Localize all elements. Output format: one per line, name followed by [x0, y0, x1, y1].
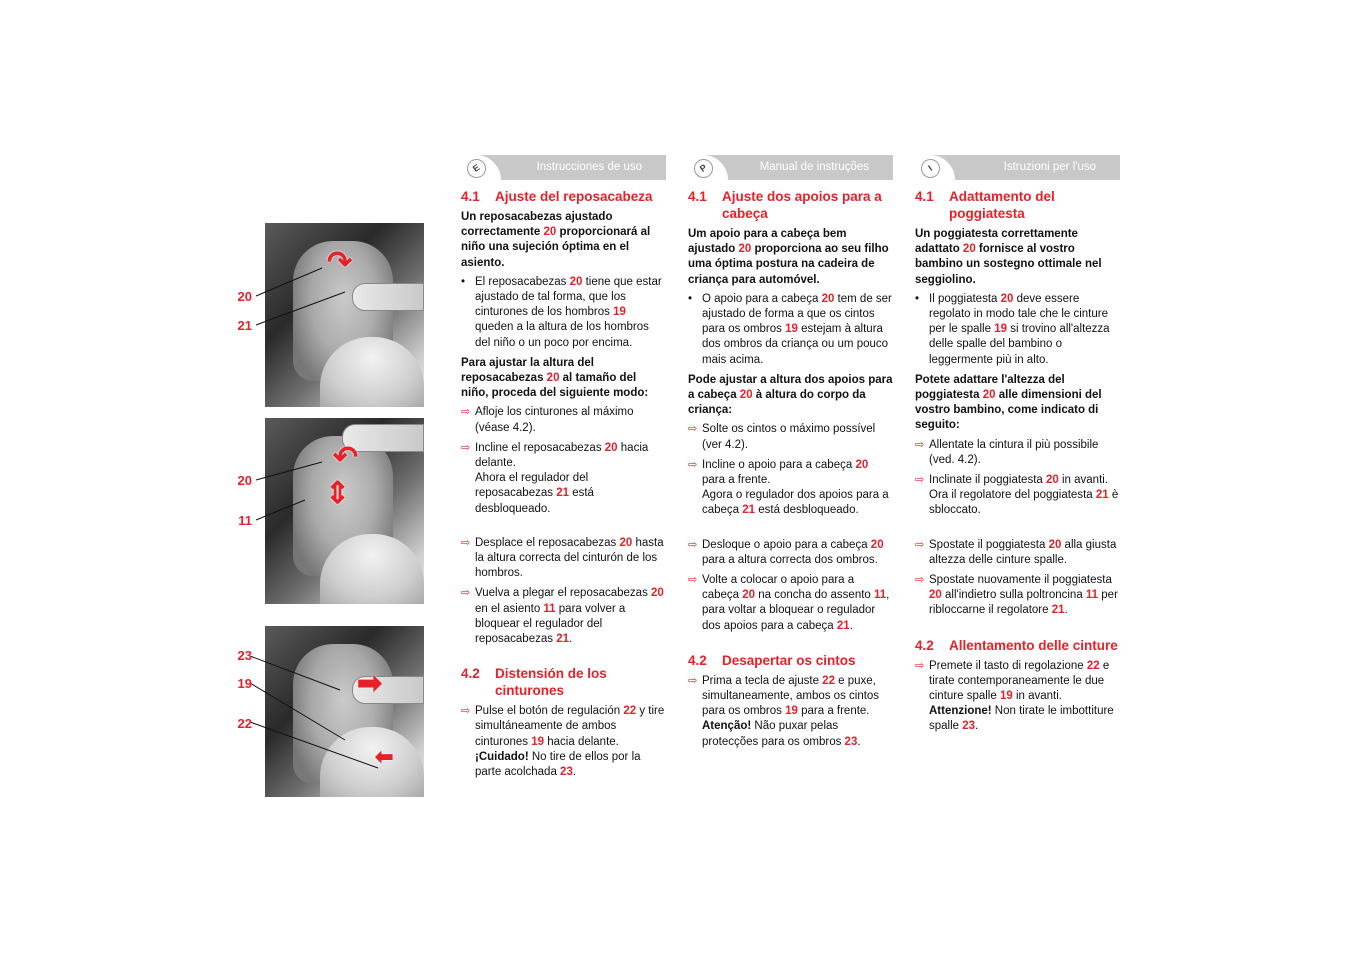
intro-paragraph — [915, 227, 1120, 288]
header-title: Manual de instruções — [759, 160, 869, 173]
text-run: si trovino all'altezza delle spalle del bambino o leggermente più in alto. — [929, 323, 1110, 366]
ref-number: 19 — [613, 306, 626, 319]
ref-number: 19 — [785, 705, 798, 718]
ref-number: 23 — [962, 720, 976, 733]
howto-paragraph — [461, 356, 666, 402]
header-tab — [461, 155, 501, 180]
text-run: e tirate contemporaneamente le due cinture spalle — [929, 659, 1110, 703]
ref-number: 20 — [739, 389, 753, 402]
hand-arrow-icon: ⇨ — [915, 538, 925, 551]
ref-number: 19 — [531, 735, 545, 748]
intro-paragraph — [688, 227, 893, 288]
ref-number: 11 — [1085, 589, 1099, 602]
bullet-icon: • — [461, 275, 466, 288]
section-heading-4-2: 4.2 Distensión de los cinturones — [461, 666, 607, 699]
text-run: para a frente. — [702, 474, 771, 487]
step-item — [688, 538, 893, 568]
text-run: Premete il tasto di regolazione — [929, 659, 1087, 672]
ref-number: 19 — [999, 690, 1013, 703]
ref-number: 21 — [742, 504, 756, 517]
text-run: e puxe, simultaneamente, ambos os cintos para os ombros — [702, 674, 880, 718]
text-run: proporcionará al niño una sujeción óptima en el asiento. — [461, 226, 651, 269]
bullet-item — [688, 292, 893, 368]
section-heading-4-1: 4.1 Ajuste del reposacabeza — [461, 189, 653, 204]
ref-number: 19 — [994, 323, 1008, 336]
text-run: está desbloqueado. — [755, 504, 859, 517]
step-item — [688, 674, 893, 750]
text-run: . — [857, 735, 861, 748]
hand-arrow-icon: ⇨ — [461, 705, 471, 718]
ref-number: 20 — [1048, 538, 1062, 551]
text-run: . — [975, 720, 979, 733]
text-run: Non tirate le imbottiture spalle — [929, 705, 1114, 733]
ref-number: 21 — [1051, 604, 1065, 617]
ref-number: 20 — [855, 458, 869, 471]
section-heading-4-1: 4.1 Adattamento del poggiatesta — [915, 189, 1055, 221]
callout-number: 22 — [237, 716, 252, 731]
ref-number: 21 — [1095, 489, 1109, 502]
text-run: Agora o regulador dos apoios para a cabeça — [702, 489, 889, 517]
hand-arrow-icon: ⇨ — [915, 574, 925, 587]
bullet-icon: • — [688, 292, 693, 305]
text-run: per ribloccarne il regolatore — [929, 589, 1118, 617]
step-item — [688, 573, 893, 634]
ref-number: 20 — [738, 243, 752, 256]
ref-number: 21 — [556, 633, 569, 646]
text-run: Attenzione! — [929, 705, 992, 718]
arrow-icon: ➡ — [357, 667, 383, 700]
header-title: Istruzioni per l'uso — [1003, 160, 1096, 173]
text-run: Il poggiatesta — [929, 292, 1001, 305]
step-item — [461, 441, 666, 517]
text-run: na concha do assento — [755, 589, 874, 602]
language-badge-icon: I — [917, 155, 943, 181]
text-run: Afloje los cinturones al máximo (véase 4.2). — [475, 406, 634, 434]
text-run: Pulse el botón de regulación — [475, 705, 624, 718]
arrow-icon: ⇕ — [325, 477, 351, 510]
text-run: . — [572, 766, 577, 779]
arrow-icon: ⬅ — [375, 744, 394, 769]
text-run: proporciona ao seu filho uma óptima postura na cadeira de criança para automóvel. — [688, 243, 889, 286]
text-run: Para ajustar la altura del reposacabezas — [461, 356, 594, 385]
text-run: fornisce al vostro bambino un sostegno ottimale nel seggiolino. — [915, 243, 1102, 286]
callout-number: 11 — [238, 513, 252, 528]
column-header — [461, 155, 666, 180]
step-item — [461, 586, 666, 647]
text-run: El reposacabezas — [475, 275, 570, 288]
howto-paragraph — [915, 373, 1120, 434]
text-run: hasta la altura correcta del cinturón de los hombros. — [475, 536, 664, 580]
ref-number: 20 — [929, 589, 942, 602]
arrow-icon: ↷ — [327, 246, 353, 279]
bullet-icon: • — [915, 292, 920, 305]
text-run: alla giusta altezza delle cinture spalle. — [929, 538, 1117, 566]
text-run: ¡Cuidado! — [475, 750, 529, 763]
text-run: Desplace el reposacabezas — [475, 536, 620, 549]
ref-number: 23 — [844, 735, 858, 748]
header-tab — [915, 155, 955, 180]
step-item — [915, 659, 1120, 735]
section-heading-4-2: 4.2 Allentamento delle cinture — [915, 637, 1118, 653]
text-run: al tamaño del niño, proceda del siguiente modo: — [461, 372, 649, 400]
ref-number: 11 — [874, 589, 887, 602]
howto-paragraph — [688, 373, 893, 419]
text-run: alle dimensioni del vostro bambino, come indicato di seguito: — [915, 389, 1102, 432]
ref-number: 20 — [982, 389, 996, 402]
ref-number: 20 — [619, 536, 633, 549]
step-item — [915, 573, 1120, 619]
text-run: Incline o apoio para a cabeça — [702, 458, 856, 471]
intro-paragraph — [461, 210, 666, 271]
header-title: Instrucciones de uso — [536, 160, 642, 173]
arrow-icon: ↶ — [333, 441, 359, 474]
step-item — [915, 473, 1120, 519]
text-run: Un reposacabezas ajustado correctamente — [461, 211, 613, 239]
callout-number: 21 — [237, 318, 252, 333]
hand-arrow-icon: ⇨ — [915, 438, 925, 451]
bullet-item — [915, 292, 1120, 368]
hand-arrow-icon: ⇨ — [461, 536, 471, 549]
text-run: in avanti. — [1058, 474, 1109, 487]
ref-number: 20 — [651, 587, 664, 600]
callout-number: 19 — [237, 676, 252, 691]
ref-number: 20 — [962, 243, 976, 256]
text-run: è sbloccato. — [929, 489, 1119, 517]
text-run: para a altura correcta dos ombros. — [702, 553, 878, 566]
ref-number: 22 — [822, 674, 835, 687]
ref-number: 22 — [623, 705, 637, 718]
hand-arrow-icon: ⇨ — [688, 423, 698, 436]
text-run: estejam à altura dos ombros da criança ou um pouco mais acima. — [702, 323, 889, 366]
language-column — [688, 155, 893, 755]
step-item — [915, 438, 1120, 468]
text-run: Ora il regolatore del poggiatesta — [929, 489, 1096, 502]
step-item — [688, 458, 893, 519]
hand-arrow-icon: ⇨ — [688, 538, 698, 551]
text-run: all'indietro sulla poltroncina — [941, 589, 1086, 602]
ref-number: 20 — [870, 538, 884, 551]
text-run: Um apoio para a cabeça bem ajustado — [688, 228, 847, 256]
callout-number: 23 — [237, 648, 252, 663]
text-run: Ahora el regulador del reposacabezas — [475, 472, 589, 500]
language-column — [915, 155, 1120, 740]
hand-arrow-icon: ⇨ — [461, 587, 471, 600]
text-run: Spostate nuovamente il poggiatesta — [929, 574, 1112, 587]
callout-number: 20 — [237, 473, 252, 488]
text-run: en el asiento — [475, 602, 544, 615]
step-item — [461, 405, 666, 435]
hand-arrow-icon: ⇨ — [688, 458, 698, 471]
text-run: Não puxar pelas protecções para os ombros — [702, 720, 845, 748]
text-run: Un poggiatesta correttamente adattato — [915, 228, 1078, 256]
ref-number: 20 — [604, 441, 618, 454]
text-run: Incline el reposacabezas — [475, 441, 605, 454]
text-run: tiene que estar ajustado de tal forma, que los cinturones de los hombros — [475, 275, 662, 319]
hand-arrow-icon: ⇨ — [915, 659, 925, 672]
hand-arrow-icon: ⇨ — [688, 574, 698, 587]
section-heading-4-1: 4.1 Ajuste dos apoios para a cabeça — [688, 189, 882, 221]
language-badge-icon: P — [690, 155, 716, 181]
language-badge-icon: E — [463, 155, 489, 181]
ref-number: 22 — [1086, 659, 1100, 672]
text-run: Potete adattare l'altezza del poggiatesta — [915, 373, 1065, 402]
ref-number: 20 — [543, 226, 557, 239]
text-run: y tire simultáneamente de ambos cinturones — [475, 705, 665, 748]
ref-number: 20 — [569, 275, 583, 288]
text-run: Atenção! — [702, 720, 752, 733]
bullet-item — [461, 275, 666, 351]
text-run: à altura do corpo da criança: — [688, 389, 866, 417]
callout-number: 20 — [237, 289, 252, 304]
text-run: para a frente. — [797, 705, 870, 718]
text-run: Prima a tecla de ajuste — [702, 674, 823, 687]
hand-arrow-icon: ⇨ — [688, 674, 698, 687]
step-item — [915, 538, 1120, 568]
text-run: para volver a bloquear el regulador del reposacabezas — [475, 602, 626, 646]
text-run: queden a la altura de los hombros del niño o un poco por encima. — [475, 321, 649, 349]
step-item — [461, 536, 666, 582]
ref-number: 20 — [742, 589, 756, 602]
ref-number: 11 — [543, 602, 556, 615]
text-run: Inclinate il poggiatesta — [929, 474, 1046, 487]
text-run: Pode ajustar a altura dos apoios para a cabeça — [688, 373, 893, 402]
text-run: . — [569, 633, 573, 646]
text-run: hacia delante. — [475, 441, 649, 470]
step-item — [688, 422, 893, 452]
text-run: Allentate la cintura il più possibile (ved. 4.2). — [929, 438, 1099, 466]
ref-number: 20 — [821, 292, 835, 305]
section-heading-4-2: 4.2 Desapertar os cintos — [688, 652, 856, 668]
ref-number: 20 — [1000, 292, 1014, 305]
text-run: tem de ser ajustado de forma a que os cintos para os ombros — [702, 292, 892, 336]
text-run: Desloque o apoio para a cabeça — [702, 538, 871, 551]
hand-arrow-icon: ⇨ — [461, 406, 471, 419]
text-run: No tire de ellos por la parte acolchada — [475, 750, 641, 779]
text-run: Vuelva a plegar el reposacabezas — [475, 587, 652, 600]
column-header — [915, 155, 1120, 180]
text-run: Spostate il poggiatesta — [929, 538, 1049, 551]
ref-number: 20 — [1046, 474, 1059, 487]
language-column — [461, 155, 666, 785]
text-run: hacia delante. — [544, 735, 619, 748]
step-item — [461, 704, 666, 780]
column-header — [688, 155, 893, 180]
text-run: . — [1064, 604, 1068, 617]
ref-number: 20 — [546, 372, 560, 385]
text-run: O apoio para a cabeça — [702, 292, 822, 305]
header-tab — [688, 155, 728, 180]
text-run: está desbloqueado. — [475, 487, 594, 515]
text-run: Volte a colocar o apoio para a cabeça — [702, 574, 855, 602]
text-run: deve essere regolato in modo tale che le cinture per le spalle — [929, 292, 1108, 336]
text-run: . — [849, 619, 853, 632]
hand-arrow-icon: ⇨ — [915, 474, 925, 487]
text-run: , para voltar a bloquear o regulador dos apoios para a cabeça — [702, 589, 890, 632]
ref-number: 21 — [836, 619, 850, 632]
text-run: in avanti. — [1012, 690, 1062, 703]
text-run: Solte os cintos o máximo possível (ver 4.2). — [702, 423, 876, 451]
hand-arrow-icon: ⇨ — [461, 441, 471, 454]
ref-number: 19 — [785, 323, 798, 336]
ref-number: 23 — [560, 766, 573, 779]
ref-number: 21 — [556, 487, 569, 500]
